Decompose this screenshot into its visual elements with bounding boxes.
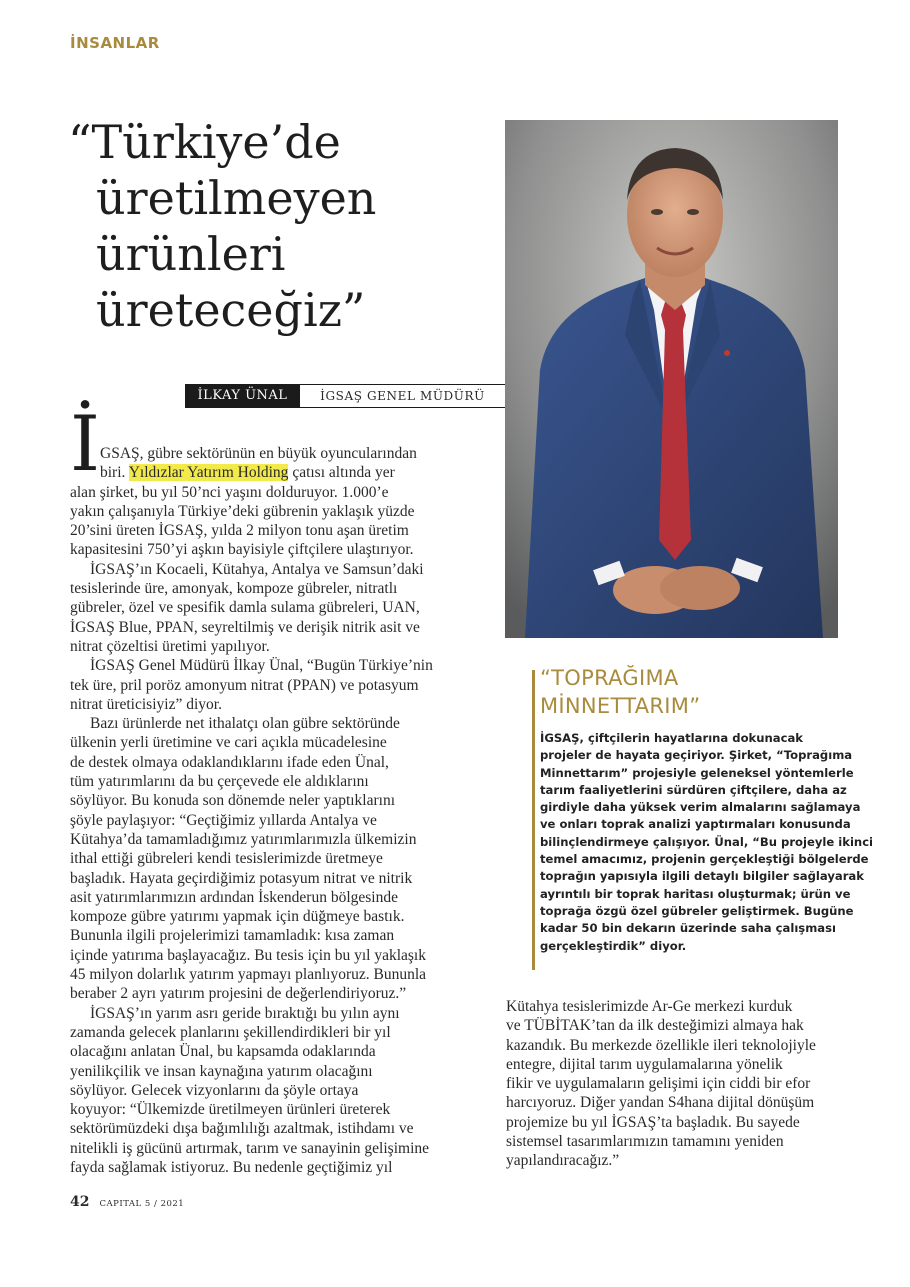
headline-line: “Türkiye’de: [68, 115, 341, 169]
article-paragraph: Bazı ürünlerde net ithalatçı olan gübre sektöründe ülkenin yerli üretimine ve cari açıkla mücadelesine de destek olmaya odaklandıklarını ifade eden Ünal, tüm yatırımlarını da bu çerçevede ele aldıklarını söylüyor. Bu konuda son dönemde neler yaptıklarını şöyle paylaşıyor: “Geçtiğimiz yıllarda Antalya ve Kütahya’da tamamladığımız yatırımlarımızla ülkemizin ithal ettiği gübreleri kendi tesislerimizde üretmeye başladık. Hayata geçirdiğimiz potasyum nitrat ve nitrik asit yatırımlarımızın ardından İskenderun bölgesinde kompoze gübre yatırımı yapmak için düğmeye bastık. Bununla ilgili projelerimizi tamamladık: kısa zaman içinde yatırıma başlayacağız. Bu tesis için bu yıl yaklaşık 45 milyon dolarlık yatırım yapmayı planlıyoruz. Bununla beraber 2 ayrı yatırım projesini de değerlendiriyoruz.”: [70, 715, 427, 1003]
highlighted-text: Yıldızlar Yatırım Holding: [128, 464, 289, 482]
sidebar-title: “TOPRAĞIMA MİNNETTARIM”: [540, 666, 701, 718]
author-name: İLKAY ÜNAL: [185, 384, 300, 408]
page-footer: [70, 1194, 184, 1210]
headline-line: ürünleri: [96, 227, 286, 281]
sidebar-box: [540, 664, 874, 955]
article-column-left: [70, 444, 480, 1177]
sidebar-text: İGSAŞ, çiftçilerin hayatlarına dokunacak projeler de hayata geçiriyor. Şirket, “Toprağıma Minnettarım” projesiyle geleneksel yöntemlerle tarım faaliyetlerini sürdüren çiftçilere, daha az girdiyle daha yüksek verim almalarını sağlamaya ve onları toprak analizi yaptırmaları konusunda bilinçlendirmeye çalışıyor. Ünal, “Bu projeyle ikinci temel amacımız, projenin gerçekleştiği bölgelerde toprağın yapısıyla ilgili detaylı bilgiler sağlayarak ayrıntılı bir toprak haritası oluşturmak; ürün ve toprağa özgü özel gübreler geliştirmek. Bugüne kadar 50 bin dekarın üzerinde saha çalışması gerçekleştirdik” diyor.: [540, 731, 874, 953]
headline-line: üreteceğiz”: [96, 283, 366, 337]
portrait-photo: [505, 120, 838, 638]
portrait-illustration: [505, 120, 838, 638]
drop-cap: İ: [70, 399, 101, 488]
article-paragraph: alan şirket, bu yıl 50’nci yaşını dolduruyor. 1.000’e yakın çalışanıyla Türkiye’deki gübrenin yaklaşık yüzde 20’sini üreten İGSAŞ, yılda 2 milyon tonu aşan üretim kapasitesini 750’yi aşkın bayisiyle çiftçilere ulaştırıyor.: [70, 483, 415, 559]
article-paragraph: İGSAŞ Genel Müdürü İlkay Ünal, “Bugün Türkiye’nin tek üre, pril poröz amonyum nitrat (PPAN) ve potasyum nitrat üreticisiyiz” diyor.: [70, 657, 433, 713]
page-number: 42: [70, 1194, 90, 1210]
author-byline: [185, 384, 505, 408]
headline: [68, 114, 488, 338]
sidebar-accent-bar: [532, 670, 535, 970]
author-title: İGSAŞ GENEL MÜDÜRÜ: [300, 384, 505, 408]
article-column-right: Kütahya tesislerimizde Ar-Ge merkezi kurduk ve TÜBİTAK’tan da ilk desteğimizi almaya hak kazandık. Bu merkezde özellikle ileri teknolojiyle entegre, dijital tarım uygulamalarına yönelik fikir ve uygulamaların gelişimi için ciddi bir efor harcıyoruz. Diğer yandan S4hana dijital dönüşüm projemize bu yıl İGSAŞ’ta başladık. Bu sayede sistemsel tasarımlarımızın tamamını yeniden yapılandıracağız.”: [506, 998, 816, 1170]
magazine-issue: CAPITAL 5 / 2021: [99, 1199, 185, 1209]
article-paragraph: GSAŞ, gübre sektörünün en büyük oyuncularından biri. Yıldızlar Yatırım Holding çatısı altında yer: [100, 445, 417, 482]
article-paragraph: İGSAŞ’ın Kocaeli, Kütahya, Antalya ve Samsun’daki tesislerinde üre, amonyak, kompoze gübreler, nitratlı gübreler, özel ve spesifik damla sulama gübreleri, UAN, İGSAŞ Blue, PPAN, seyreltilmiş ve derişik nitrik asit ve nitrat çözeltisi üretimi yapılıyor.: [70, 560, 424, 655]
section-label: İNSANLAR: [70, 34, 160, 52]
headline-line: üretilmeyen: [96, 171, 377, 225]
article-paragraph: İGSAŞ’ın yarım asrı geride bıraktığı bu yılın aynı zamanda gelecek planlarını şekillendirdikleri bir yıl olacağını anlatan Ünal, bu kapsamda odaklarında yenilikçilik ve insan kaynağına yatırım olacağını söylüyor. Gelecek vizyonlarını da şöyle ortaya koyuyor: “Ülkemizde üretilmeyen ürünleri üreterek sektörümüzdeki dışa bağımlılığı azaltmak, istihdamı ve nitelikli iş gücünü artırmak, tarım ve sanayinin gelişimine fayda sağlamak istiyoruz. Bu nedenle geçtiğimiz yıl: [70, 1004, 430, 1176]
